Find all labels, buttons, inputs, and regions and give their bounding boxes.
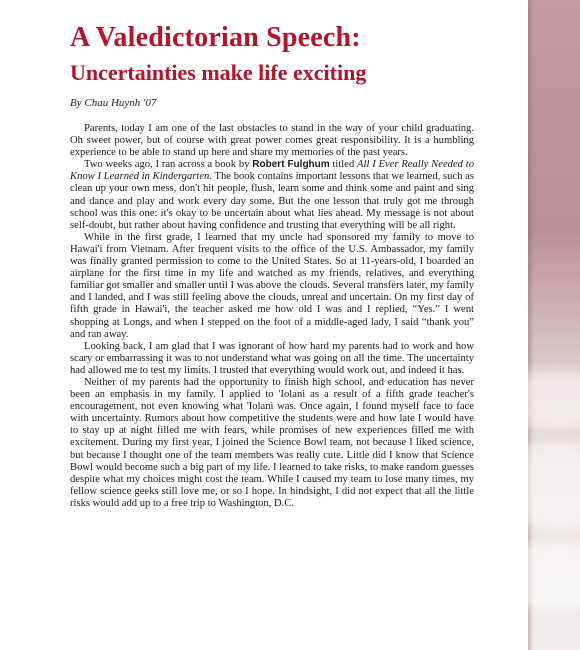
paragraph: Neither of my parents had the opportunity to finish high school, and education has never been an emphasis in my family. I applied to 'Iolani as a result of a fifth grade teacher's encouragement, not even knowing what 'Iolani was. Once again, I found myself face to face with uncertainty. Rumors about how competitive the students were and how late I would have to stay up at night filled me with fears, while promises of new experiences filled me with excitement. During my first year, I joined the Science Bowl team, not because I liked science, but because I thought one of the team members was really cute. Little did I know that Science Bowl would become such a big part of my life. I learned to take risks, to make random guesses despite what my choices might cost the team. While I caused my team to lose many times, my fellow science geeks still love me, or so I hope. In hindsight, I did not expect that all the little risks would add up to a free trip to Washington, D.C.	[70, 376, 474, 509]
book-title: All I Ever Really Needed to Know I Learned in Kindergarten	[70, 159, 474, 183]
paragraph	[70, 159, 474, 232]
paragraph: While in the first grade, I learned that my uncle had sponsored my family to move to Hawai'i from Vietnam. After frequent visits to the office of the U.S. Ambassador, my family was finally granted permission to come to the United States. So at 11-years-old, I boarded an airplane for the first time in my life and watched as my friends, relatives, and everything familiar got smaller and smaller until I was above the clouds. Several transfers later, my family and I landed, and I was still feeling above the clouds, unreal and uncertain. On my first day of fifth grade in Hawai'i, the teacher asked me how old I was and I replied, “Yes.” I went shopping at Longs, and when I stepped on the foot of a middle-aged lady, I said “thank you” and ran away.	[70, 231, 474, 340]
band-highlight	[528, 540, 580, 610]
paragraph: Looking back, I am glad that I was ignorant of how hard my parents had to work and how scary or embarrassing it was to not understand what was going on all the time. The uncertainty had allowed me to test my limits. I trusted that everything would work out, and indeed it has.	[70, 340, 474, 376]
band-highlight	[528, 370, 580, 430]
paragraph: Parents, today I am one of the last obstacles to stand in the way of your child graduating. Oh sweet power, but of course with great power comes great responsibility. It is a humbling experience to be able to stand up here and share my memories of the past years.	[70, 123, 474, 159]
paragraph-text: . The book contains important lessons that we learned, such as clean up your own mess, don't hit people, flush, learn some and think some and paint and sing and dance and play and work every day some. But the one lesson that truly got me through school was this one: it's okay to be uncertain about what lies ahead. My message is not about self-doubt, but rather about having confidence and trusting that everything will be all right.	[70, 171, 474, 231]
article-body	[70, 123, 474, 510]
article-title: A Valedictorian Speech:	[70, 22, 361, 53]
paragraph-text: titled	[329, 159, 358, 171]
paragraph-text: Two weeks ago, I ran across a book by	[84, 159, 253, 171]
decorative-side-band	[528, 0, 580, 650]
band-highlight	[528, 440, 580, 530]
article-subtitle: Uncertainties make life exciting	[70, 60, 367, 85]
byline: By Chau Huynh '07	[70, 97, 157, 109]
author-name: Robert Fulghum	[252, 159, 330, 171]
